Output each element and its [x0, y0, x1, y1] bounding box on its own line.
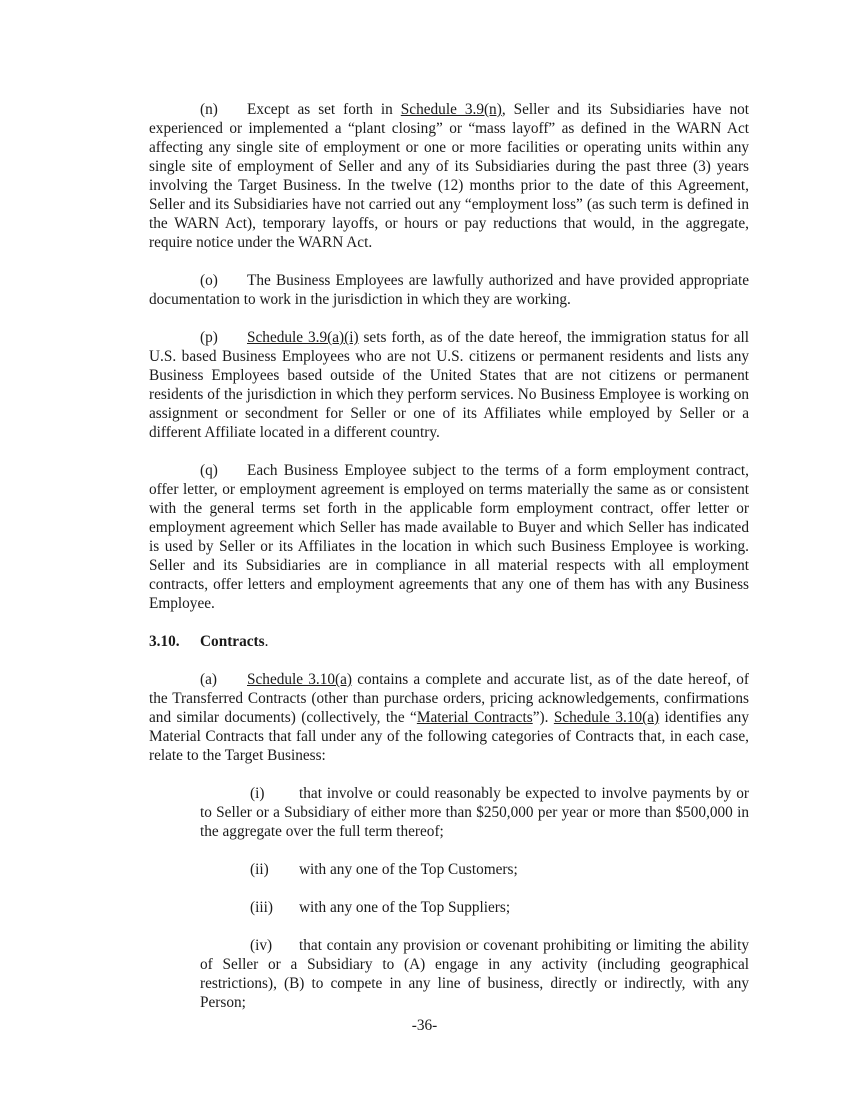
paragraph-p: [149, 328, 749, 442]
paragraph-label: (a): [200, 671, 217, 688]
schedule-reference: Schedule 3.10(a): [553, 709, 660, 726]
paragraph-text: contains a complete and accurate list, as of the date hereof, of the Transferred Contracts (other than purchase orders, pricing acknowledgements, confirmations and similar documents) (collectively, the “: [149, 671, 749, 726]
document-page: [149, 100, 749, 1031]
paragraph-n: [149, 100, 749, 252]
section-number: 3.10.: [149, 633, 180, 650]
section-heading: [149, 632, 749, 651]
list-item-text: that contain any provision or covenant prohibiting or limiting the ability of Seller or a Subsidiary to (A) engage in any activity (including geographical restrictions), (B) to compete in any line of business, directly or indirectly, with any Person;: [200, 937, 749, 1011]
page-number: -36-: [411, 1017, 438, 1034]
paragraph-text: Except as set forth in: [247, 101, 401, 118]
paragraph-label: (p): [200, 329, 218, 346]
paragraph-text: The Business Employees are lawfully authorized and have provided appropriate documentation to work in the jurisdiction in which they are working.: [149, 272, 749, 308]
list-item-ii: [200, 860, 749, 879]
paragraph-text: identifies any Material Contracts that fall under any of the following categories of Contracts that, in each case, relate to the Target Business:: [149, 709, 749, 764]
paragraph-q: [149, 461, 749, 613]
paragraph-label: (n): [200, 101, 218, 118]
paragraph-contracts-a: [149, 670, 749, 765]
paragraph-text: ”).: [532, 709, 554, 726]
list-item-label: (iii): [250, 899, 273, 916]
paragraph-label: (o): [200, 272, 218, 289]
paragraph-o: [149, 271, 749, 309]
schedule-reference: Schedule 3.9(a)(i): [247, 329, 359, 346]
list-item-text: with any one of the Top Suppliers;: [299, 899, 511, 916]
paragraph-text: sets forth, as of the date hereof, the immigration status for all U.S. based Business Employees who are not U.S. citizens or permanent residents and lists any Business Employees based outside of the United States that are not citizens or permanent residents of the jurisdiction in which they perform services. No Business Employee is working on assignment or secondment for Seller or one of its Affiliates while employed by Seller or a different Affiliate located in a different country.: [149, 329, 750, 441]
section-title: Contracts: [200, 633, 265, 650]
paragraph-text: Each Business Employee subject to the terms of a form employment contract, offer letter, or employment agreement is employed on terms materially the same as or consistent with the general terms set forth in the applicable form employment contract, offer letter or employment agreement which Seller has made available to Buyer and which Seller has indicated is used by Seller or its Affiliates in the location in which such Business Employee is working. Seller and its Subsidiaries are in compliance in all material respects with all employment contracts, offer letters and employment agreements that any one of them has with any Business Employee.: [149, 462, 749, 612]
schedule-reference: Schedule 3.10(a): [247, 671, 353, 688]
section-title-period: .: [264, 633, 269, 650]
list-item-iv: [200, 936, 749, 1012]
paragraph-label: (q): [200, 462, 218, 479]
list-item-label: (iv): [250, 937, 273, 954]
list-item-iii: [200, 898, 749, 917]
defined-term: Material Contracts: [416, 709, 533, 726]
paragraph-text: , Seller and its Subsidiaries have not experienced or implemented a “plant closing” or “mass layoff” as defined in the WARN Act affecting any single site of employment or one or more facilities or operating units within any single site of employment of Seller and any of its Subsidiaries during the past three (3) years involving the Target Business. In the twelve (12) months prior to the date of this Agreement, Seller and its Subsidiaries have not carried out any “employment loss” (as such term is defined in the WARN Act), temporary layoffs, or hours or pay reductions that would, in the aggregate, require notice under the WARN Act.: [149, 101, 749, 251]
list-item-text: that involve or could reasonably be expected to involve payments by or to Seller or a Subsidiary of either more than $250,000 per year or more than $500,000 in the aggregate over the full term thereof;: [200, 785, 749, 840]
list-item-label: (i): [250, 785, 265, 802]
schedule-reference: Schedule 3.9(n): [400, 101, 502, 118]
list-item-i: [200, 784, 749, 841]
list-item-text: with any one of the Top Customers;: [299, 861, 518, 878]
list-item-label: (ii): [250, 861, 269, 878]
